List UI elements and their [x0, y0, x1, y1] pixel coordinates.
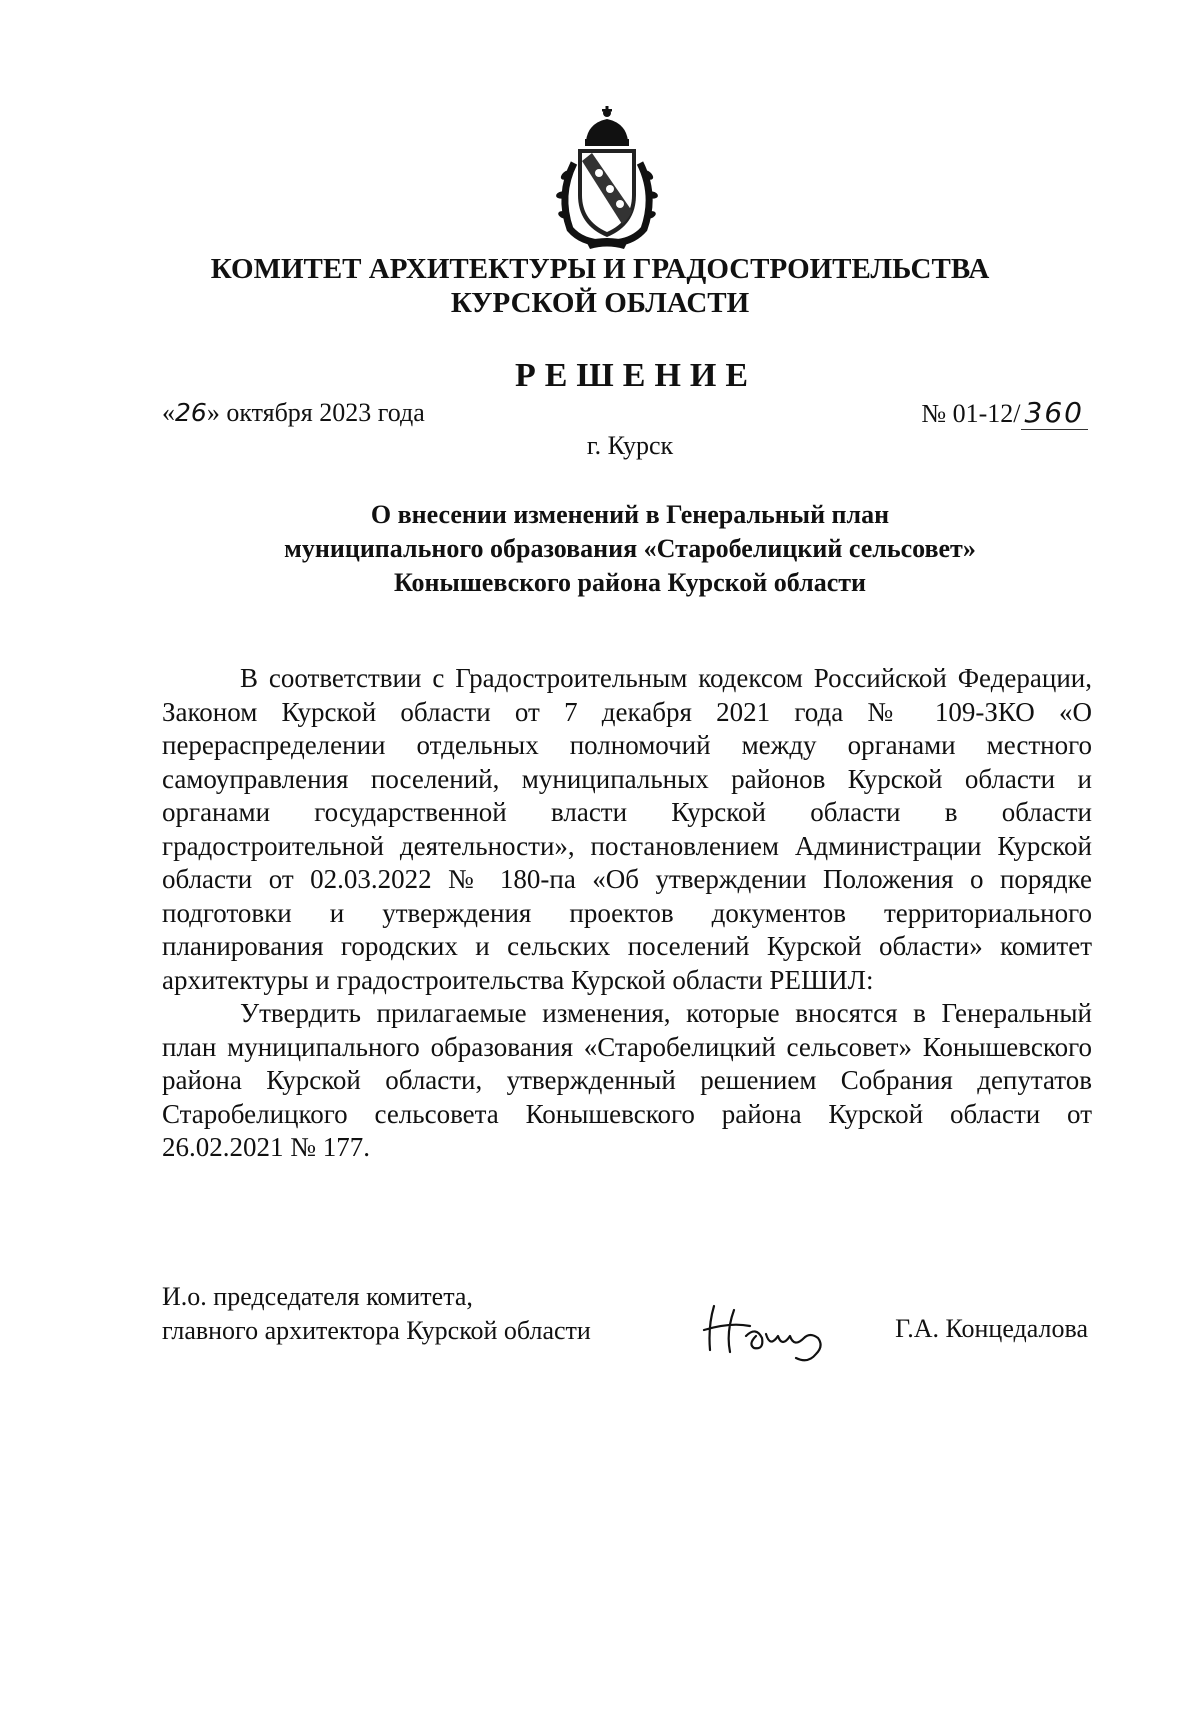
signatory-position [162, 1280, 591, 1348]
subject-line-3: Конышевского района Курской области [394, 568, 866, 597]
date-open-quote: « [162, 398, 175, 427]
document-date [162, 398, 425, 428]
date-rest: » октября 2023 года [206, 398, 425, 427]
subject-line-1: О внесении изменений в Генеральный план [370, 500, 890, 529]
signer-name: Г.А. Концедалова [895, 1314, 1088, 1343]
document-subject [0, 498, 1200, 600]
body-paragraph-2: Утвердить прилагаемые изменения, которые вносятся в Генеральный план муниципального образования «Старобелицкий сельсовет» Конышевского района Курской области, утвержденный решением Собрания депутатов Старобелицкого сельсовета Конышевского района Курской области от 26.02.2021 № 177. [162, 998, 1092, 1162]
position-line-2: главного архитектора Курской области [162, 1316, 591, 1345]
number-prefix: № 01-12/ [921, 399, 1021, 428]
subject-line-2: муниципального образования «Старобелицкий сельсовет» [284, 534, 976, 563]
number-handwritten: 360 [1021, 396, 1088, 430]
organization-name [0, 252, 1200, 320]
organization-line-2: КУРСКОЙ ОБЛАСТИ [450, 287, 750, 319]
document-type: РЕШЕНИЕ [514, 357, 758, 394]
position-line-1: И.о. председателя комитета, [162, 1282, 473, 1311]
kursk-coat-of-arms-icon [552, 103, 662, 251]
document-city: г. Курск [586, 431, 674, 460]
organization-line-1: КОМИТЕТ АРХИТЕКТУРЫ И ГРАДОСТРОИТЕЛЬСТВА [210, 253, 990, 285]
handwritten-signature [700, 1296, 850, 1366]
document-number [921, 396, 1088, 429]
document-body [162, 662, 1092, 1165]
date-day-handwritten: 26 [175, 398, 207, 427]
body-paragraph-1: В соответствии с Градостроительным кодексом Российской Федерации, Законом Курской области от 7 декабря 2021 года № 109-ЗКО «О перераспределении отдельных полномочий между органами местного самоуправления поселений, муниципальных районов Курской области и органами государственной власти Курской области в области градостроительной деятельности», постановлением Администрации Курской области от 02.03.2022 № 180-па «Об утверждении Положения о порядке подготовки и утверждения проектов документов территориального планирования городских и сельских поселений Курской области» комитет архитектуры и градостроительства Курской области РЕШИЛ: [162, 663, 1092, 995]
